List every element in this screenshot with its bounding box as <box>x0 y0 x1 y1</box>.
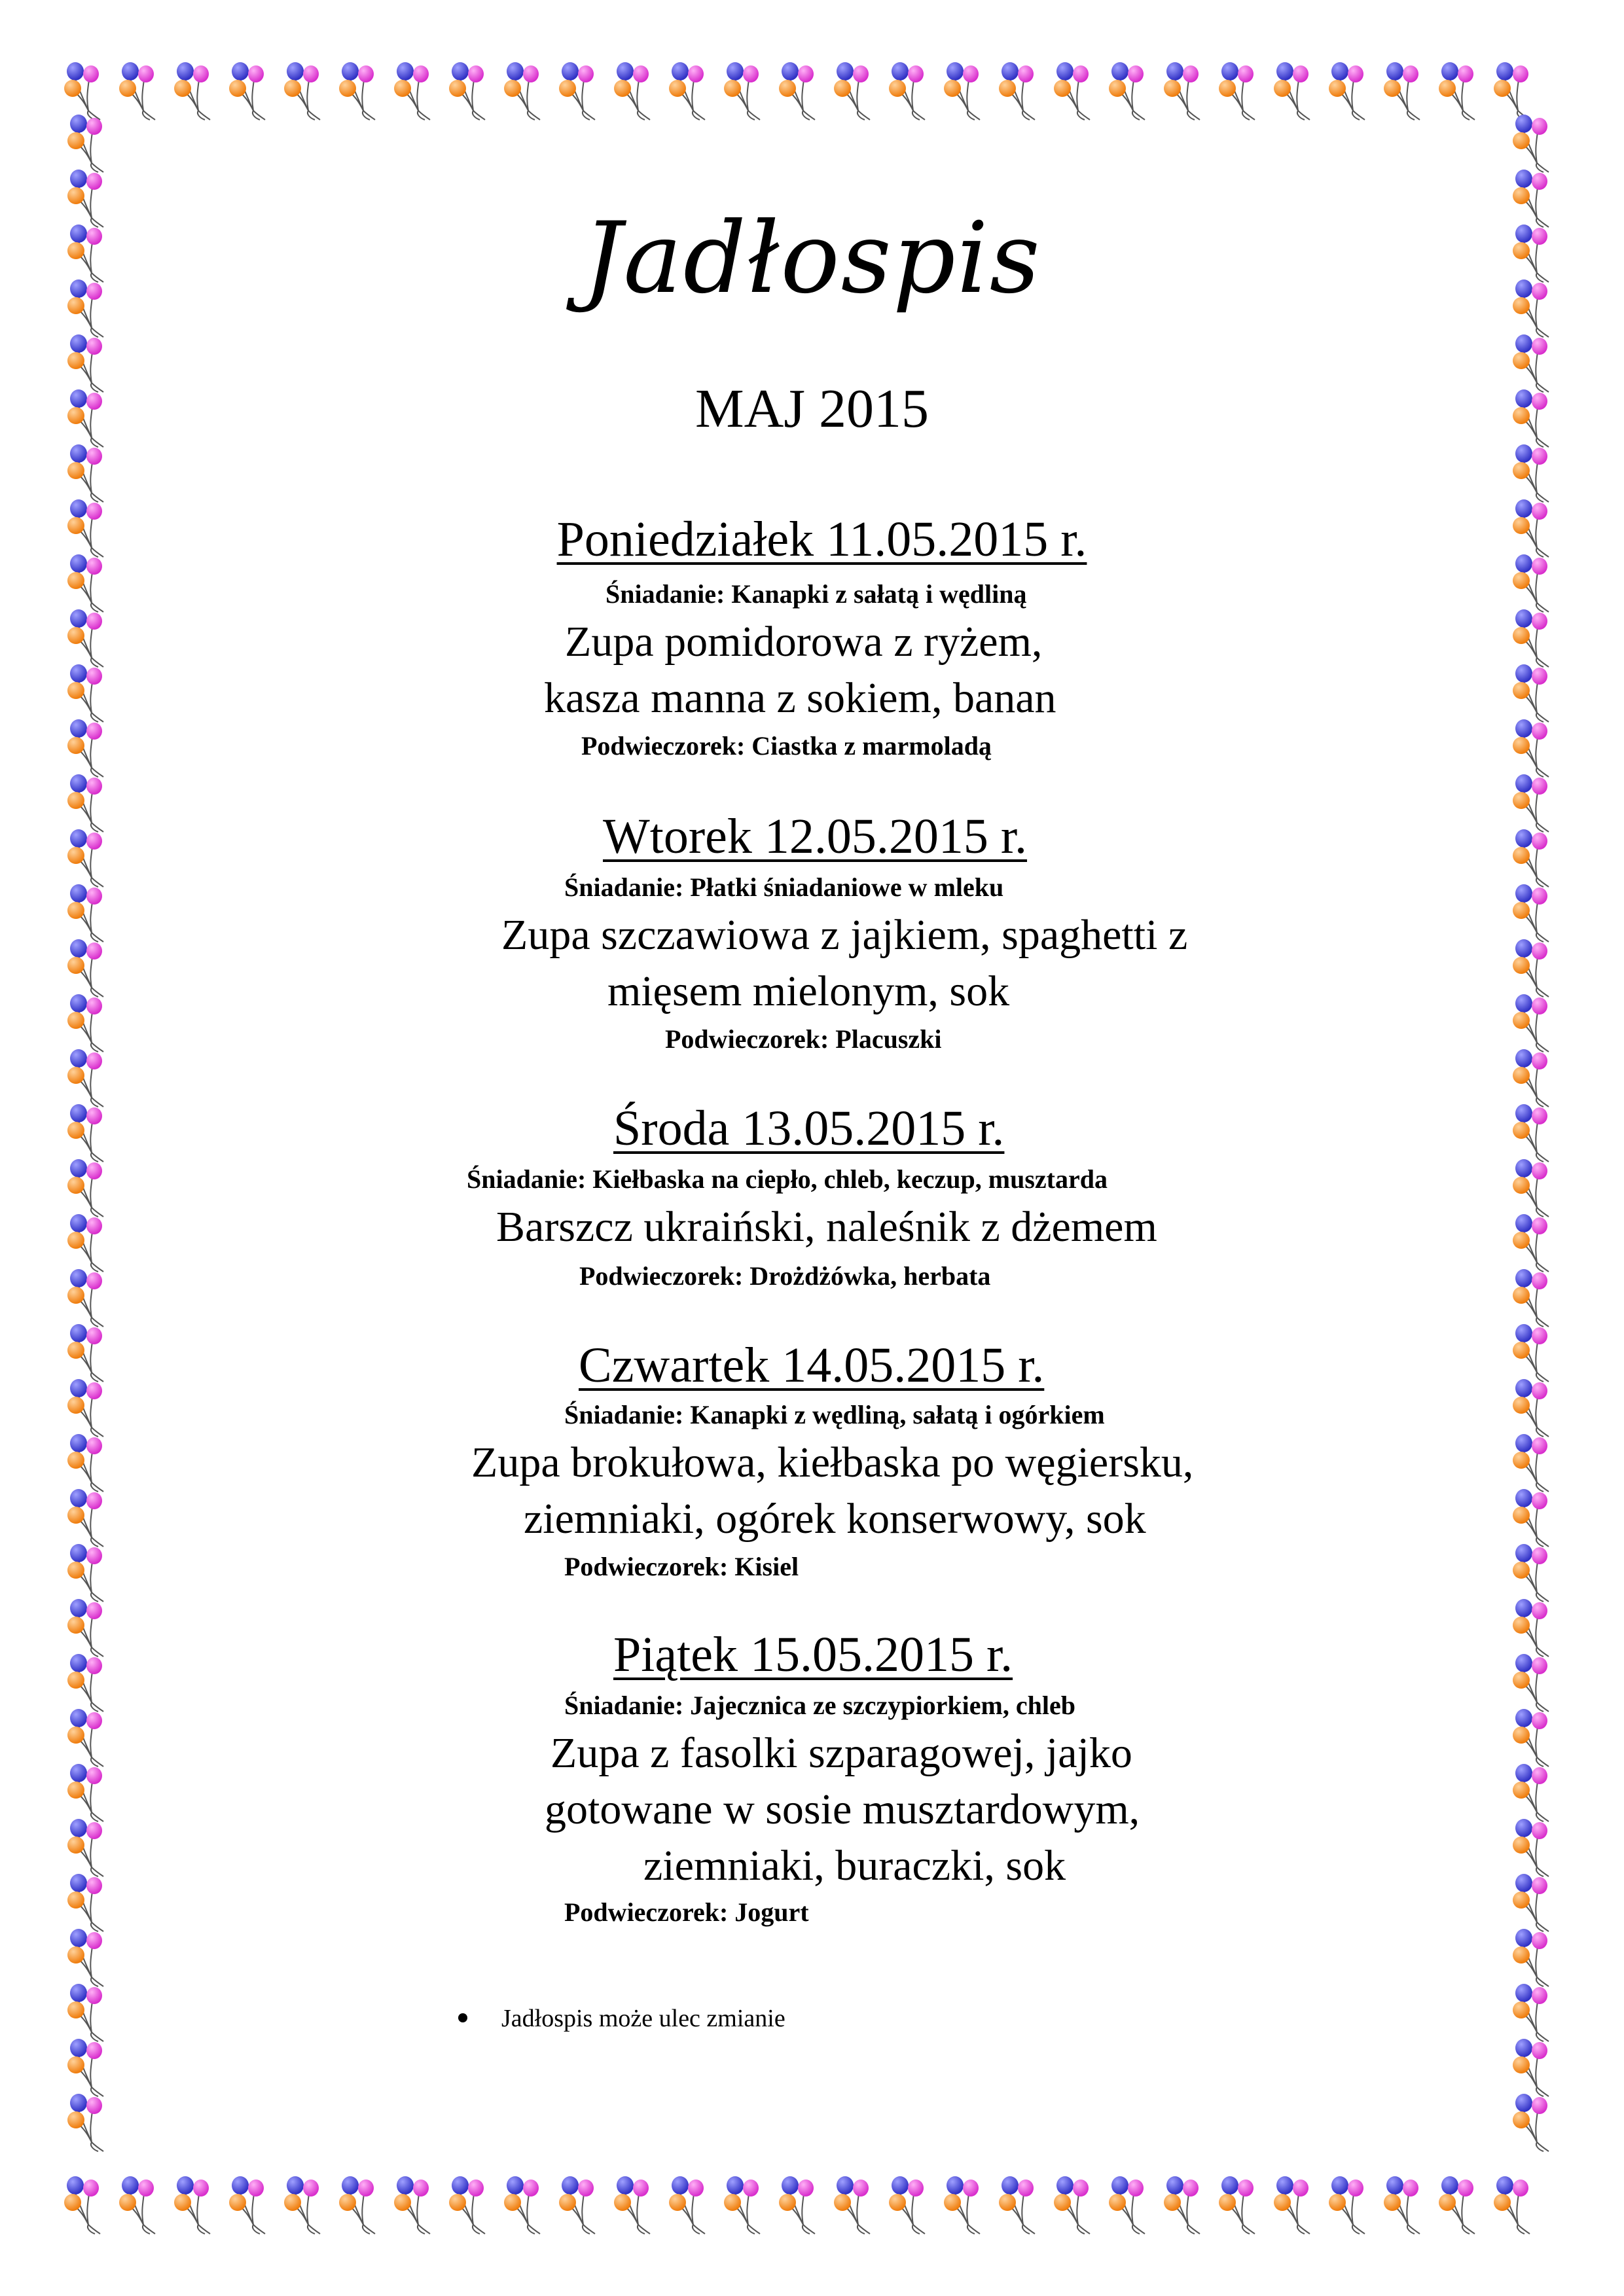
change-notice-text: Jadłospis może ulec zmianie <box>501 2005 785 2032</box>
lunch-tuesday-line-2: mięsem mielonym, sok <box>607 967 1010 1015</box>
change-notice <box>458 2001 785 2036</box>
snack-thursday: Podwieczorek: Kisiel <box>564 1552 799 1581</box>
document-title: Jadłospis <box>583 202 1041 315</box>
lunch-friday-line-3: ziemniaki, buraczki, sok <box>643 1842 1066 1890</box>
breakfast-tuesday: Śniadanie: Płatki śniadaniowe w mleku <box>564 872 1004 902</box>
lunch-monday-line-2: kasza manna z sokiem, banan <box>544 674 1056 722</box>
lunch-friday-line-2: gotowane w sosie musztardowym, <box>545 1785 1140 1833</box>
day-heading-friday: Piątek 15.05.2015 r. <box>613 1627 1013 1682</box>
lunch-tuesday-line-1: Zupa szczawiowa z jajkiem, spaghetti z <box>501 911 1188 959</box>
breakfast-friday: Śniadanie: Jajecznica ze szczypiorkiem, chleb <box>564 1691 1075 1720</box>
day-heading-thursday: Czwartek 14.05.2015 r. <box>579 1338 1045 1393</box>
day-heading-tuesday: Wtorek 12.05.2015 r. <box>603 809 1028 864</box>
breakfast-wednesday: Śniadanie: Kiełbaska na ciepło, chleb, keczup, musztarda <box>467 1164 1108 1194</box>
snack-tuesday: Podwieczorek: Placuszki <box>665 1024 942 1054</box>
lunch-thursday-line-1: Zupa brokułowa, kiełbaska po węgiersku, <box>471 1439 1194 1486</box>
lunch-friday-line-1: Zupa z fasolki szparagowej, jajko <box>550 1729 1132 1777</box>
lunch-monday-line-1: Zupa pomidorowa z ryżem, <box>565 618 1043 666</box>
snack-monday: Podwieczorek: Ciastka z marmoladą <box>581 731 992 761</box>
lunch-thursday-line-2: ziemniaki, ogórek konserwowy, sok <box>524 1495 1146 1543</box>
day-heading-monday: Poniedziałek 11.05.2015 r. <box>556 512 1087 567</box>
day-heading-wednesday: Środa 13.05.2015 r. <box>613 1101 1005 1156</box>
breakfast-thursday: Śniadanie: Kanapki z wędliną, sałatą i ogórkiem <box>564 1400 1105 1429</box>
lunch-wednesday-line-1: Barszcz ukraiński, naleśnik z dżemem <box>496 1203 1157 1251</box>
snack-friday: Podwieczorek: Jogurt <box>564 1897 809 1927</box>
bullet-icon <box>458 2013 467 2022</box>
snack-wednesday: Podwieczorek: Drożdżówka, herbata <box>579 1261 991 1291</box>
breakfast-monday: Śniadanie: Kanapki z sałatą i wędliną <box>605 579 1027 609</box>
month-label: MAJ 2015 <box>695 378 929 439</box>
